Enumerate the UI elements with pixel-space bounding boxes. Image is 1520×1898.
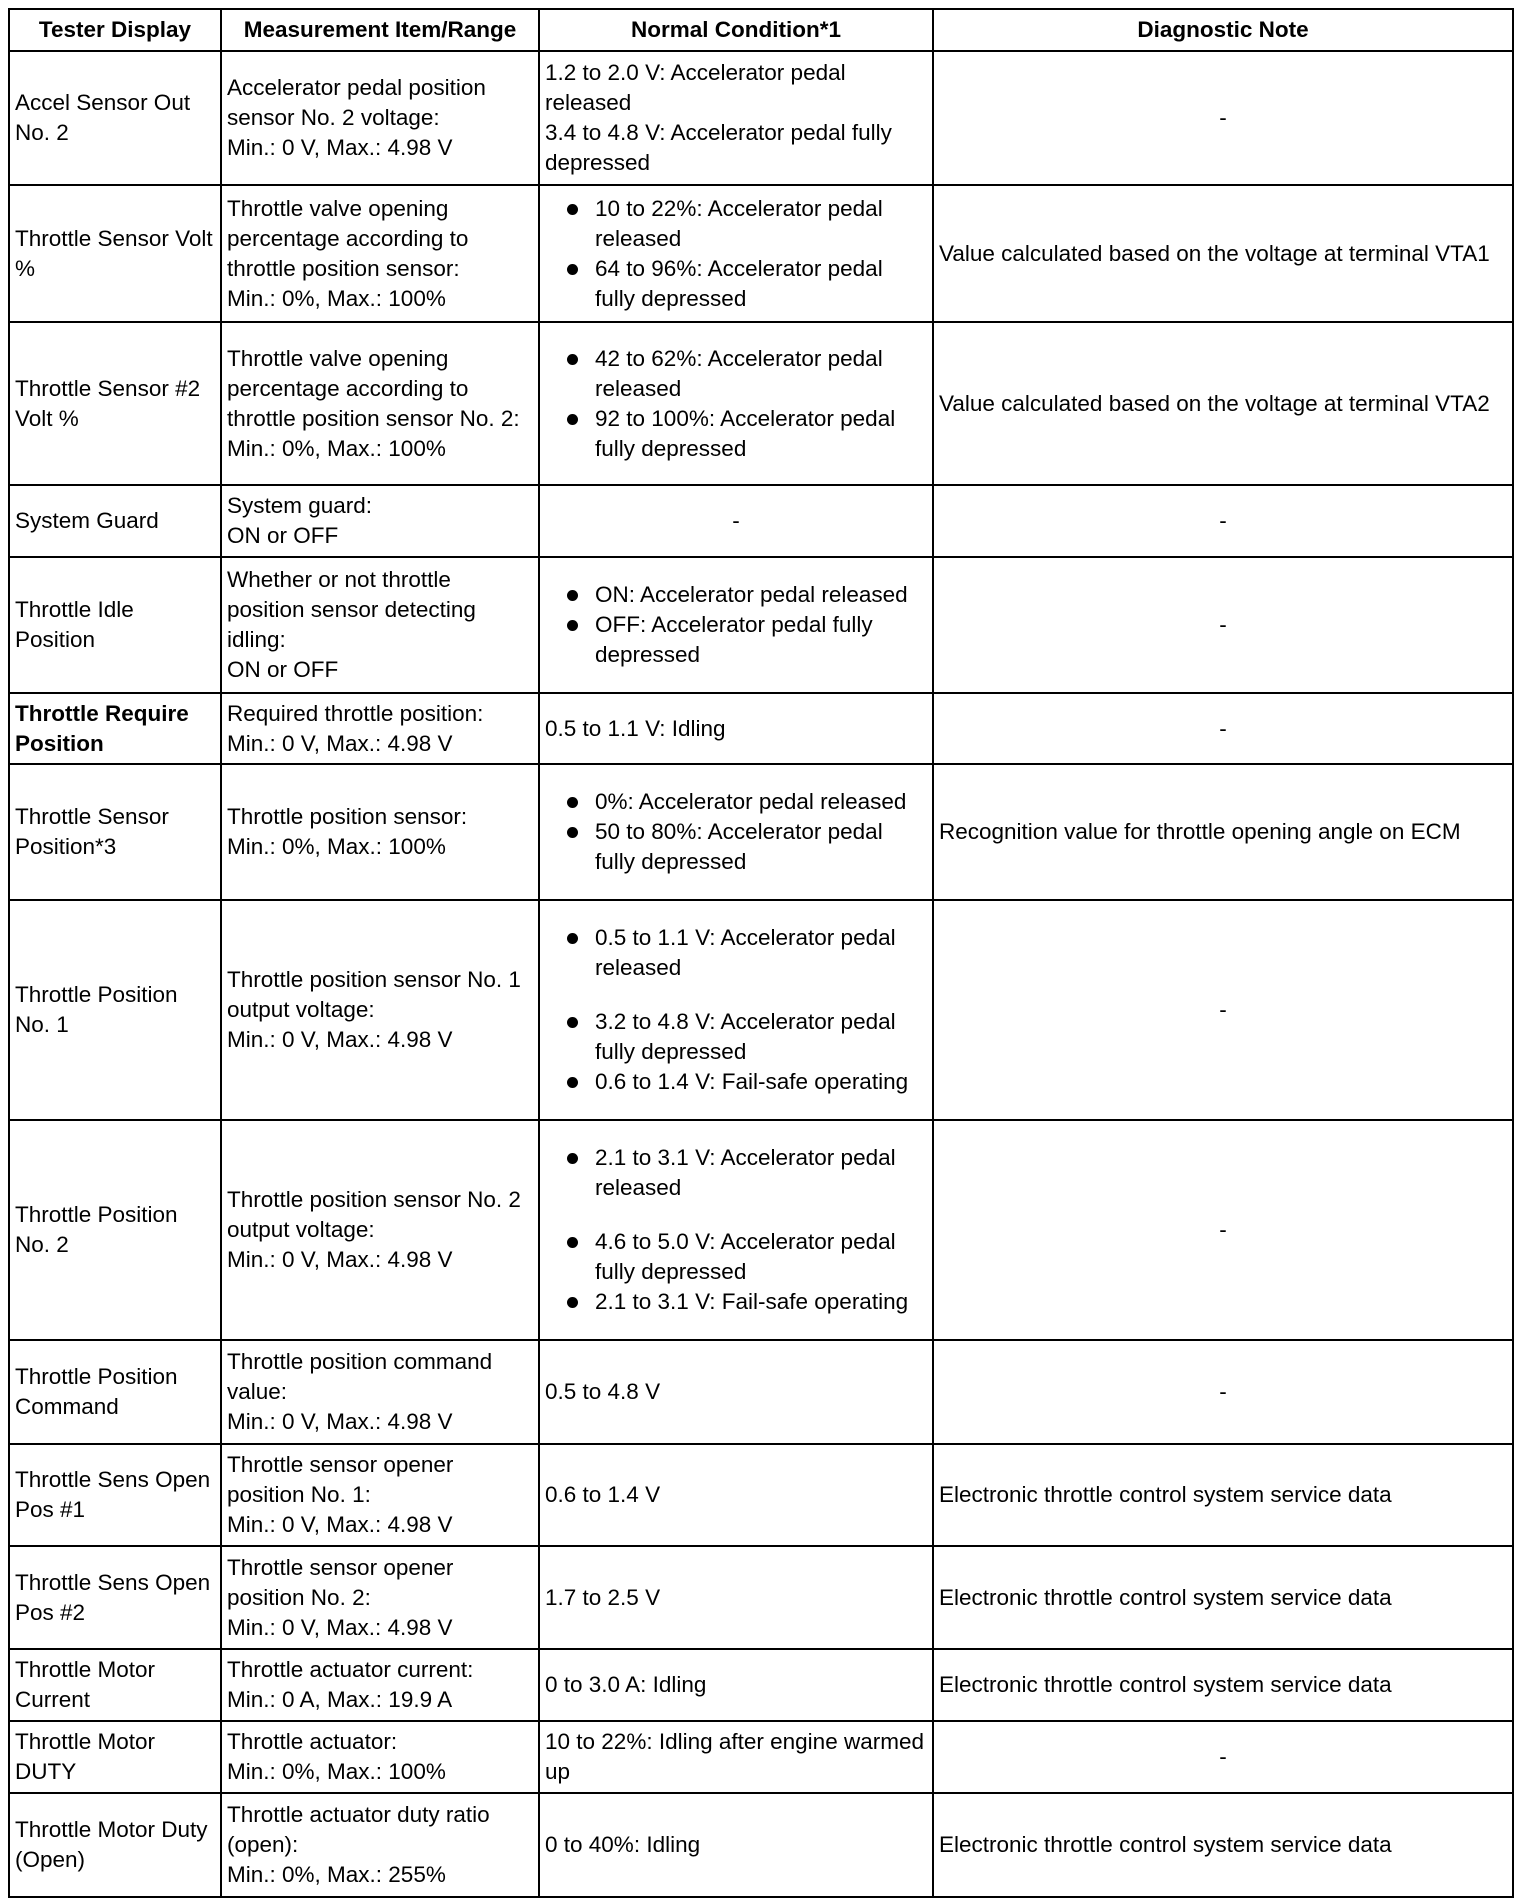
cell-tester-display: Throttle Sens Open Pos #2: [9, 1546, 221, 1649]
cell-normal-condition: [539, 51, 933, 185]
measurement-line: Throttle actuator:: [227, 1729, 398, 1754]
cell-measurement: [221, 1120, 539, 1340]
condition-bullet: 10 to 22%: Accelerator pedal released: [545, 194, 927, 254]
condition-bullet: ON: Accelerator pedal released: [545, 580, 927, 610]
cell-diagnostic-note: -: [933, 1340, 1513, 1444]
cell-measurement: [221, 693, 539, 764]
measurement-line: Throttle actuator current:: [227, 1657, 474, 1682]
table-row: [9, 1120, 1513, 1340]
condition-bullet-list: [545, 923, 927, 1097]
cell-measurement: [221, 322, 539, 485]
measurement-line: Min.: 0 V, Max.: 4.98 V: [227, 1512, 453, 1537]
cell-normal-condition: 1.7 to 2.5 V: [539, 1546, 933, 1649]
measurement-line: Min.: 0%, Max.: 100%: [227, 1759, 446, 1784]
measurement-line: Min.: 0 V, Max.: 4.98 V: [227, 730, 453, 756]
cell-measurement: [221, 1340, 539, 1444]
condition-bullet-list: [545, 1143, 927, 1317]
cell-tester-display: Throttle Position Command: [9, 1340, 221, 1444]
table-row: [9, 1444, 1513, 1546]
cell-tester-display: Throttle Sens Open Pos #1: [9, 1444, 221, 1546]
table-row: [9, 1793, 1513, 1897]
measurement-line: Throttle actuator duty ratio (open):: [227, 1802, 490, 1857]
measurement-line: Throttle position command value:: [227, 1349, 493, 1404]
table-row: [9, 485, 1513, 557]
header-normal-condition: Normal Condition*1: [539, 9, 933, 51]
cell-normal-condition: [539, 1120, 933, 1340]
cell-normal-condition: 0.5 to 1.1 V: Idling: [539, 693, 933, 764]
measurement-line: Throttle sensor opener position No. 1:: [227, 1452, 454, 1507]
cell-diagnostic-note: -: [933, 485, 1513, 557]
cell-diagnostic-note: Electronic throttle control system service data: [933, 1444, 1513, 1546]
cell-tester-display: Throttle Sensor Position*3: [9, 764, 221, 900]
cell-normal-condition: 10 to 22%: Idling after engine warmed up: [539, 1721, 933, 1793]
measurement-line: Whether or not throttle position sensor detecting idling:: [227, 567, 476, 652]
condition-bullet: 64 to 96%: Accelerator pedal fully depressed: [545, 254, 927, 314]
condition-line: 1.2 to 2.0 V: Accelerator pedal released: [545, 60, 846, 115]
measurement-line: Throttle sensor opener position No. 2:: [227, 1554, 454, 1610]
cell-normal-condition: 0 to 3.0 A: Idling: [539, 1649, 933, 1721]
condition-line: 3.4 to 4.8 V: Accelerator pedal fully depressed: [545, 120, 892, 175]
table-row: [9, 51, 1513, 185]
cell-normal-condition: 0 to 40%: Idling: [539, 1793, 933, 1897]
condition-bullet-list: [545, 344, 927, 464]
table-header-row: [9, 9, 1513, 51]
condition-bullet-list: [545, 194, 927, 314]
measurement-line: Min.: 0 A, Max.: 19.9 A: [227, 1687, 453, 1712]
cell-diagnostic-note: Electronic throttle control system service data: [933, 1649, 1513, 1721]
header-tester-display: Tester Display: [9, 9, 221, 51]
cell-tester-display: Throttle Require Position: [9, 693, 221, 764]
cell-diagnostic-note: -: [933, 557, 1513, 693]
measurement-line: System guard:: [227, 493, 373, 518]
measurement-line: Throttle position sensor:: [227, 804, 468, 829]
measurement-line: Min.: 0 V, Max.: 4.98 V: [227, 135, 453, 160]
cell-measurement: [221, 51, 539, 185]
cell-normal-condition: [539, 557, 933, 693]
table-row: [9, 322, 1513, 485]
table-row: [9, 185, 1513, 322]
table-row: [9, 1649, 1513, 1721]
cell-diagnostic-note: Value calculated based on the voltage at terminal VTA2: [933, 322, 1513, 485]
table-row: [9, 1340, 1513, 1444]
table-row: [9, 557, 1513, 693]
cell-tester-display: Throttle Sensor Volt %: [9, 185, 221, 322]
condition-bullet: 2.1 to 3.1 V: Fail-safe operating: [545, 1287, 927, 1317]
condition-bullet: 3.2 to 4.8 V: Accelerator pedal fully depressed: [545, 1007, 927, 1067]
data-list-table-wrapper: [8, 8, 1512, 1898]
cell-measurement: [221, 1444, 539, 1546]
condition-bullet: 50 to 80%: Accelerator pedal fully depressed: [545, 817, 927, 877]
cell-tester-display: System Guard: [9, 485, 221, 557]
cell-measurement: [221, 900, 539, 1120]
header-measurement: Measurement Item/Range: [221, 9, 539, 51]
cell-measurement: [221, 485, 539, 557]
condition-bullet: OFF: Accelerator pedal fully depressed: [545, 610, 927, 670]
measurement-line: ON or OFF: [227, 657, 339, 682]
measurement-line: Min.: 0 V, Max.: 4.98 V: [227, 1027, 453, 1052]
table-row: [9, 693, 1513, 764]
cell-normal-condition: [539, 900, 933, 1120]
cell-diagnostic-note: -: [933, 1721, 1513, 1793]
measurement-line: Min.: 0%, Max.: 100%: [227, 435, 446, 461]
cell-normal-condition: -: [539, 485, 933, 557]
cell-measurement: [221, 185, 539, 322]
measurement-line: Min.: 0%, Max.: 100%: [227, 285, 446, 311]
measurement-line: Min.: 0%, Max.: 100%: [227, 834, 446, 859]
cell-diagnostic-note: -: [933, 900, 1513, 1120]
table-row: [9, 764, 1513, 900]
table-row: [9, 1721, 1513, 1793]
cell-normal-condition: [539, 322, 933, 485]
table-row: [9, 1546, 1513, 1649]
condition-bullet: 92 to 100%: Accelerator pedal fully depressed: [545, 404, 927, 464]
cell-tester-display: Throttle Position No. 1: [9, 900, 221, 1120]
cell-diagnostic-note: Electronic throttle control system service data: [933, 1546, 1513, 1649]
measurement-line: Min.: 0 V, Max.: 4.98 V: [227, 1247, 453, 1272]
cell-tester-display: Throttle Motor DUTY: [9, 1721, 221, 1793]
cell-normal-condition: 0.5 to 4.8 V: [539, 1340, 933, 1444]
cell-tester-display: Throttle Motor Current: [9, 1649, 221, 1721]
cell-tester-display: Accel Sensor Out No. 2: [9, 51, 221, 185]
cell-measurement: [221, 1546, 539, 1649]
measurement-line: Throttle valve opening percentage according to throttle position sensor:: [227, 195, 469, 281]
table-row: [9, 900, 1513, 1120]
cell-tester-display: Throttle Idle Position: [9, 557, 221, 693]
cell-diagnostic-note: -: [933, 51, 1513, 185]
cell-measurement: [221, 764, 539, 900]
condition-bullet: 4.6 to 5.0 V: Accelerator pedal fully depressed: [545, 1227, 927, 1287]
condition-bullet: 2.1 to 3.1 V: Accelerator pedal released: [545, 1143, 927, 1203]
cell-diagnostic-note: Value calculated based on the voltage at terminal VTA1: [933, 185, 1513, 322]
cell-diagnostic-note: Recognition value for throttle opening angle on ECM: [933, 764, 1513, 900]
condition-bullet: 0.6 to 1.4 V: Fail-safe operating: [545, 1067, 927, 1097]
cell-normal-condition: [539, 764, 933, 900]
measurement-line: Throttle valve opening percentage according to throttle position sensor No. 2:: [227, 345, 520, 431]
condition-bullet-list: [545, 580, 927, 670]
condition-bullet: 0.5 to 1.1 V: Accelerator pedal released: [545, 923, 927, 983]
cell-diagnostic-note: -: [933, 693, 1513, 764]
cell-measurement: [221, 1793, 539, 1897]
condition-bullet: 42 to 62%: Accelerator pedal released: [545, 344, 927, 404]
cell-normal-condition: [539, 185, 933, 322]
header-diagnostic-note: Diagnostic Note: [933, 9, 1513, 51]
cell-tester-display: Throttle Sensor #2 Volt %: [9, 322, 221, 485]
measurement-line: Min.: 0 V, Max.: 4.98 V: [227, 1614, 453, 1640]
measurement-line: Min.: 0 V, Max.: 4.98 V: [227, 1409, 453, 1434]
measurement-line: Throttle position sensor No. 1 output voltage:: [227, 967, 521, 1022]
cell-diagnostic-note: Electronic throttle control system service data: [933, 1793, 1513, 1897]
condition-bullet-list: [545, 787, 927, 877]
cell-normal-condition: 0.6 to 1.4 V: [539, 1444, 933, 1546]
measurement-line: Accelerator pedal position sensor No. 2 voltage:: [227, 75, 486, 130]
condition-bullet: 0%: Accelerator pedal released: [545, 787, 927, 817]
cell-tester-display: Throttle Motor Duty (Open): [9, 1793, 221, 1897]
measurement-line: ON or OFF: [227, 523, 339, 548]
measurement-line: Throttle position sensor No. 2 output voltage:: [227, 1187, 521, 1242]
measurement-line: Min.: 0%, Max.: 255%: [227, 1862, 446, 1887]
data-list-table: [8, 8, 1514, 1898]
measurement-line: Required throttle position:: [227, 700, 484, 726]
cell-measurement: [221, 557, 539, 693]
cell-measurement: [221, 1721, 539, 1793]
cell-tester-display: Throttle Position No. 2: [9, 1120, 221, 1340]
cell-diagnostic-note: -: [933, 1120, 1513, 1340]
cell-measurement: [221, 1649, 539, 1721]
